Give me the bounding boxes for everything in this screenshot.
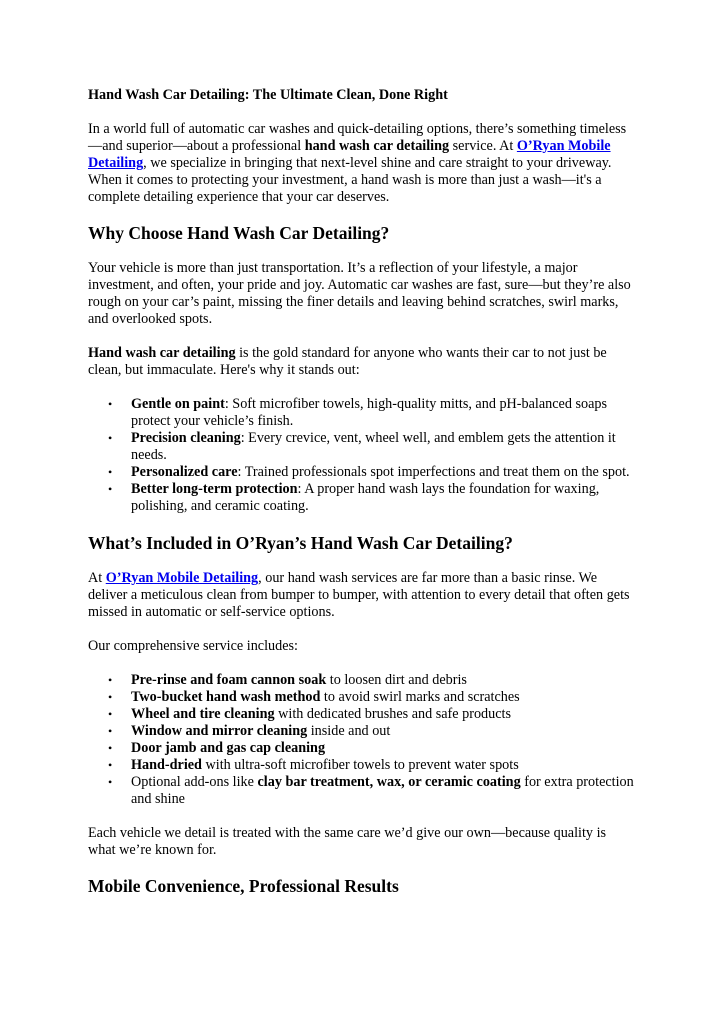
list-item [88,430,636,464]
included-paragraph-2: Our comprehensive service includes: [88,638,298,654]
bullet-icon: • [108,724,113,738]
included-text-2: , our hand wash services are far more than a basic rinse. We deliver a meticulous clean from bumper to bumper, with attention to every detail that often gets missed in automatic or self-service options. [88,570,630,620]
list-item [88,706,636,723]
document-page [88,87,636,897]
list-item-bold: Hand-dried [131,757,202,773]
why-bold: Hand wash car detailing [88,345,236,361]
list-item-bold: clay bar treatment, wax, or ceramic coating [257,774,521,790]
list-item-bold: Gentle on paint [131,396,225,412]
bullet-icon: • [108,431,113,445]
list-item-text: : Trained professionals spot imperfections and treat them on the spot. [237,464,630,480]
included-text-1: At [88,570,106,586]
included-list [88,672,636,808]
list-item-bold: Pre-rinse and foam cannon soak [131,672,327,688]
list-item [88,723,636,740]
list-item-bold: Window and mirror cleaning [131,723,308,739]
list-item-text: to loosen dirt and debris [326,672,467,688]
included-paragraph-1 [88,570,636,621]
list-item [88,757,636,774]
list-item-text: to avoid swirl marks and scratches [320,689,520,705]
bullet-icon: • [108,758,113,772]
list-item-bold: Personalized care [131,464,238,480]
included-paragraph-3: Each vehicle we detail is treated with the same care we’d give our own—because quality is what we’re known for. [88,825,607,858]
list-item [88,689,636,706]
why-paragraph-1: Your vehicle is more than just transportation. It’s a reflection of your lifestyle, a major investment, and often, your pride and joy. Automatic car washes are fast, sure—but they’re also rough on your car’s paint, missing the finer details and leaving behind scratches, swirl marks, and overlooked spots. [88,260,631,327]
intro-text-2: service. At [449,138,517,154]
list-item-text: : Every crevice, vent, wheel well, and emblem gets the attention it needs. [131,430,616,463]
bullet-icon: • [108,690,113,704]
bullet-icon: • [108,707,113,721]
list-item [88,396,636,430]
list-item [88,481,636,515]
list-item-prefix: Optional add-ons like [131,774,258,790]
heading-included: What’s Included in O’Ryan’s Hand Wash Car Detailing? [88,533,513,553]
bullet-icon: • [108,741,113,755]
list-item-bold: Wheel and tire cleaning [131,706,275,722]
oryan-link-included[interactable]: O’Ryan Mobile Detailing [105,570,259,586]
list-item-text: for extra protection and shine [131,774,634,807]
oryan-link-intro[interactable]: O’Ryan Mobile Detailing [88,138,611,171]
list-item-bold: Two-bucket hand wash method [131,689,321,705]
heading-why: Why Choose Hand Wash Car Detailing? [88,223,390,243]
intro-text-3: , we specialize in bringing that next-level shine and care straight to your driveway. When it comes to protecting your investment, a hand wash is more than just a wash—it's a complete detailing experience that your car deserves. [88,155,612,205]
list-item [88,672,636,689]
why-text: is the gold standard for anyone who wants their car to not just be clean, but immaculate. Here's why it stands out: [88,345,607,378]
list-item-bold: Door jamb and gas cap cleaning [131,740,326,756]
list-item-text: with ultra-soft microfiber towels to prevent water spots [201,757,519,773]
why-paragraph-2 [88,345,636,379]
list-item-text: : A proper hand wash lays the foundation for waxing, polishing, and ceramic coating. [131,481,600,514]
intro-text-1: In a world full of automatic car washes and quick-detailing options, there’s something timeless—and superior—about a professional [88,121,627,154]
list-item-bold: Better long-term protection [131,481,298,497]
intro-bold: hand wash car detailing [304,138,450,154]
list-item [88,774,636,808]
list-item-bold: Precision cleaning [131,430,241,446]
intro-paragraph [88,121,636,206]
bullet-icon: • [108,673,113,687]
document-title: Hand Wash Car Detailing: The Ultimate Clean, Done Right [88,87,448,103]
list-item-text: with dedicated brushes and safe products [274,706,511,722]
bullet-icon: • [108,775,113,789]
list-item-text: : Soft microfiber towels, high-quality mitts, and pH-balanced soaps protect your vehicle’s finish. [131,396,608,429]
bullet-icon: • [108,482,113,496]
heading-mobile: Mobile Convenience, Professional Results [88,876,399,896]
list-item [88,464,636,481]
list-item-text: inside and out [307,723,391,739]
bullet-icon: • [108,397,113,411]
why-list [88,396,636,515]
list-item [88,740,636,757]
bullet-icon: • [108,465,113,479]
